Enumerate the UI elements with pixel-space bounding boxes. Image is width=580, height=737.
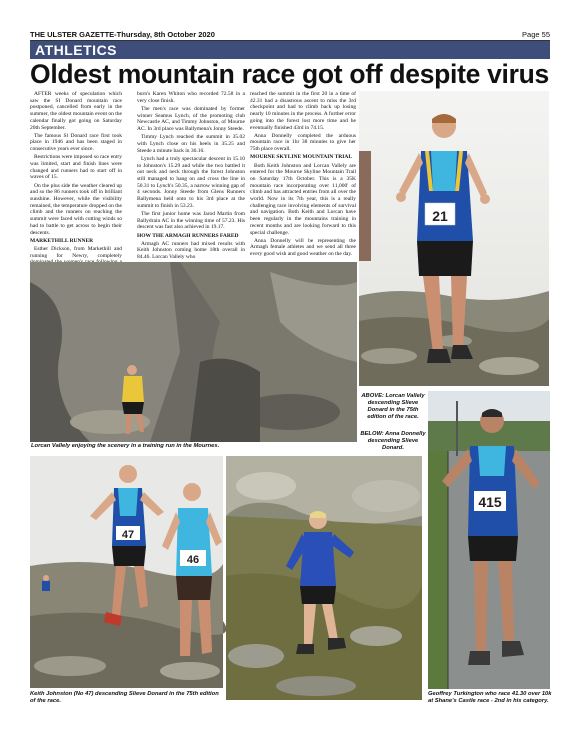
article-column-1 xyxy=(30,91,122,259)
paragraph: Anna Donnelly completed the arduous mountain race in 1hr 38 minutes to give her 75th place overall. xyxy=(250,132,356,153)
caption-geoffrey: Geoffrey Turkington who race 41.30 over 10k at Shane's Castle race - 2nd in his category. xyxy=(428,691,552,704)
section-bar xyxy=(30,41,550,59)
paragraph: Restrictions were imposed so race entry was limited, start and finish lines were changed and runners had to start off in waves of 15. xyxy=(30,154,122,181)
page-number: Page 55 xyxy=(522,30,550,39)
photo-geoffrey xyxy=(428,391,550,689)
paragraph: reached the summit in the first 20 in a time of 42.31 had a disastrous ascent to miss the 3rd checkpoint and had to climb back up losing nearly 10 minutes in the process. A further error going into the forest lost more time and he eventually finished 43rd in 74.15. xyxy=(250,91,356,131)
masthead xyxy=(30,30,550,40)
headline: Oldest mountain race got off despite virus xyxy=(30,59,549,89)
bib-number: 415 xyxy=(478,494,502,510)
paragraph: Armagh AC runners had mixed results with Keith Johnston coming home 18th overall in 84.46. Lorcan Vallely who xyxy=(137,240,245,261)
paragraph: The first junior home was Jarod Martin from Ballydrain AC in the winning time of 57.23. His descent was fast also achieved in 19.17. xyxy=(137,210,245,231)
paragraph: burn's Karen Whiton who recorded 72.58 in a very close finish. xyxy=(137,91,245,104)
photo-lorcan-training xyxy=(30,262,357,442)
paragraph: Timmy Lynch reached the summit in 35.02 with Lynch close on his heels in 35.25 and Steede a minute back in 36.16. xyxy=(137,134,245,154)
paragraph: The famous Sl Donard race first took place in 1946 and has been staged in consecutive years ever since. xyxy=(30,132,122,153)
bib-number: 21 xyxy=(432,208,448,224)
bib-number: 47 xyxy=(121,529,135,541)
caption-below: BELOW: Anna Donnelly descending Slieve Donard. xyxy=(360,431,426,451)
caption-keith: Keith Johnston (No 47) descending Slieve Donard in the 75th edition of the race. xyxy=(30,691,219,704)
paragraph: Esther Dickson, from Markethill and running for Newry, completely xyxy=(30,245,122,259)
caption-above: ABOVE: Lorcan Vallely descending Slieve Donard in the 75th edition of the race. xyxy=(361,393,425,420)
paragraph: Anna Donnelly will be representing the Armagh female athletes and we send all three every good wish and good weather on the day. xyxy=(250,237,356,258)
section-title: ATHLETICS xyxy=(35,42,118,58)
photo-anna-donnelly xyxy=(226,456,422,700)
subheading: MOURNE SKYLINE MOUNTAIN TRIAL xyxy=(250,154,353,161)
subheading: MARKETHILL RUNNER xyxy=(30,237,94,244)
paragraph: On the plus side the weather cleared up and so the 86 runners took off in brilliant sunshine. However, while the visibility remained, the temperature dropped on the climb and the runners on reaching the summit were faced with cutting winds so had to battle to get across to begin their descents. xyxy=(30,182,122,236)
photo-keith-johnston xyxy=(30,456,223,688)
paragraph: AFTER weeks of speculation which saw the SI Donard mountain race postponed, cancelled from early in the summer, the oldest mountain event on the calendar finally got going on Saturday 20th September. xyxy=(30,91,122,131)
paper-title: THE ULSTER GAZETTE-Thursday, 8th October 2020 xyxy=(30,30,215,39)
paragraph: Lynch had a truly spectacular descent in 15.10 to Johnston's 15.29 and while the two battled it out neck and neck through the forest Johnston still managed to hang on and cross the line in 50.31 to Lynch's 50.35, a narrow winning gap of 4 seconds. Jonny Steede from Glens Runners Ballymena held onto to his 3rd place at the summit to finish in 53.23. xyxy=(137,155,245,209)
paragraph: Both Keith Johnston and Lorcan Vallely are entered for the Mourne Skyline Mountain Trail on Saturday 17th October. This is a 35K mountain race incorporating over 11,000' of climb and has attracted entries from all over the world. Now in its 7th year, this is a really challenging race involving elements of survival and navigation. Both Keith and Lorcan have been regularly in the mountains training in recent months and are looking forward to this special challenge. xyxy=(250,162,356,236)
photo-lorcan-descending xyxy=(359,91,549,386)
paragraph: The men's race was dominated by former winner Seamus Lynch, of the promoting club Newcastle AC, and Timmy Johnston, of Mourne AC. In 3rd place was Ballymena's Jonny Steede. xyxy=(137,105,245,133)
caption-lorcan-training: Lorcan Vallely enjoying the scenery in a training run in the Mournes. xyxy=(31,443,220,449)
bib-number: 46 xyxy=(186,554,200,566)
article-column-2 xyxy=(137,91,245,259)
article-column-3 xyxy=(250,91,356,261)
subheading: HOW THE ARMAGH RUNNERS FARED xyxy=(137,232,239,239)
